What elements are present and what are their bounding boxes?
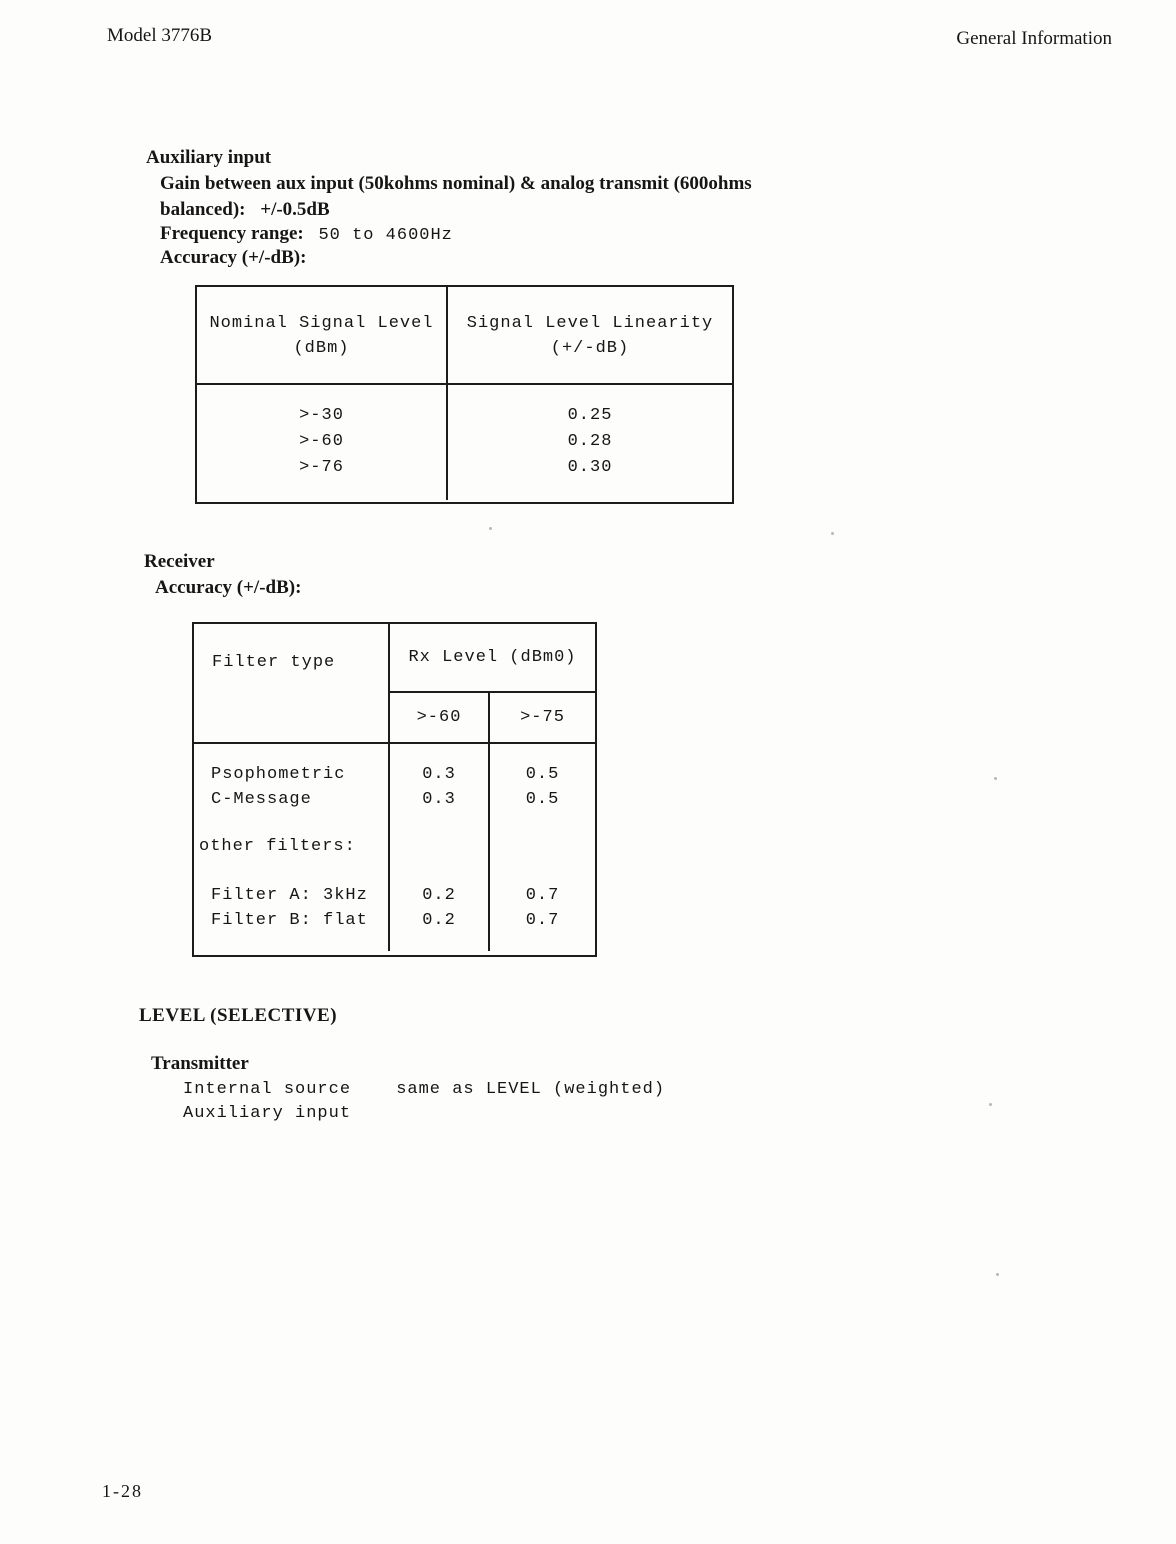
section-title: General Information	[956, 28, 1112, 49]
table-cell: Filter B: flat	[211, 911, 368, 930]
row-spacer	[390, 859, 488, 883]
gain-value: +/-0.5dB	[260, 199, 330, 220]
table-cell: 0.5	[525, 765, 560, 784]
page-number: 1-28	[102, 1481, 143, 1501]
nominal-level-column	[197, 385, 448, 500]
scan-speck	[989, 1103, 992, 1106]
auxiliary-input-label: Auxiliary input	[183, 1104, 352, 1123]
rx-level-header-cell: Rx Level (dBm0)	[390, 624, 595, 693]
receiver-heading: Receiver	[144, 551, 215, 572]
scan-speck	[996, 1273, 999, 1276]
scan-speck	[489, 527, 492, 530]
gain-spec-line-1: Gain between aux input (50kohms nominal) & analog transmit (600ohms	[160, 173, 752, 194]
row-spacer	[490, 859, 595, 883]
rx75-column	[490, 744, 595, 951]
table-cell: >-60	[299, 432, 344, 451]
model-number: Model 3776B	[107, 25, 213, 46]
receiver-accuracy-table-header	[194, 624, 595, 742]
rx-level-sub-header-75: >-75	[520, 708, 565, 727]
table-cell: 0.25	[567, 406, 613, 425]
table-cell: 0.3	[422, 765, 456, 784]
table-cell: 0.7	[525, 886, 560, 905]
table-cell: C-Message	[211, 790, 312, 809]
table-cell: Psophometric	[211, 765, 346, 784]
row-spacer	[490, 812, 595, 834]
table-cell: 0.2	[422, 911, 456, 930]
filter-type-column	[194, 744, 390, 951]
aux-accuracy-label: Accuracy (+/-dB):	[160, 247, 307, 268]
rx-level-sub-header-60: >-60	[390, 693, 490, 742]
row-spacer	[194, 859, 388, 883]
header-line: (+/-dB)	[550, 339, 630, 358]
filter-type-header-cell: Filter type	[194, 624, 390, 742]
level-selective-heading: LEVEL (SELECTIVE)	[139, 1005, 338, 1026]
receiver-accuracy-table	[192, 622, 597, 957]
frequency-value: 50 to 4600Hz	[318, 226, 453, 245]
nominal-signal-level-header-cell	[197, 287, 448, 383]
header-line: Nominal Signal Level	[209, 314, 434, 333]
signal-level-linearity-header-cell	[448, 287, 732, 383]
table-cell: 0.30	[567, 458, 613, 477]
receiver-accuracy-label: Accuracy (+/-dB):	[155, 577, 302, 598]
balanced-label: balanced):	[160, 199, 246, 220]
linearity-column	[448, 385, 732, 500]
signal-linearity-table-header	[197, 287, 732, 385]
rx60-column	[390, 744, 490, 951]
internal-source-value: same as LEVEL (weighted)	[396, 1080, 666, 1099]
header-line: Signal Level Linearity	[466, 314, 714, 333]
row-spacer	[390, 812, 488, 834]
scan-speck	[994, 777, 997, 780]
auxiliary-input-heading: Auxiliary input	[146, 147, 272, 168]
gain-spec-line-2	[160, 198, 330, 222]
row-spacer	[194, 812, 388, 834]
frequency-range-line	[160, 222, 453, 248]
table-cell: Filter A: 3kHz	[211, 886, 368, 905]
transmitter-heading: Transmitter	[151, 1053, 249, 1074]
table-cell: 0.7	[525, 911, 560, 930]
table-cell: 0.3	[422, 790, 456, 809]
table-cell: 0.2	[422, 886, 456, 905]
internal-source-label: Internal source	[183, 1080, 352, 1099]
table-cell: 0.28	[567, 432, 613, 451]
scan-speck	[831, 532, 834, 535]
receiver-accuracy-table-body	[194, 742, 595, 951]
table-cell: >-76	[299, 458, 344, 477]
table-cell	[390, 834, 488, 859]
signal-linearity-table-body	[197, 385, 732, 500]
header-line: (dBm)	[293, 339, 350, 358]
table-cell: other filters:	[199, 837, 356, 856]
frequency-label: Frequency range:	[160, 223, 304, 244]
table-cell	[490, 834, 595, 859]
internal-source-line	[183, 1077, 665, 1102]
signal-linearity-table	[195, 285, 734, 504]
table-cell: 0.5	[525, 790, 560, 809]
table-cell: >-30	[299, 406, 344, 425]
